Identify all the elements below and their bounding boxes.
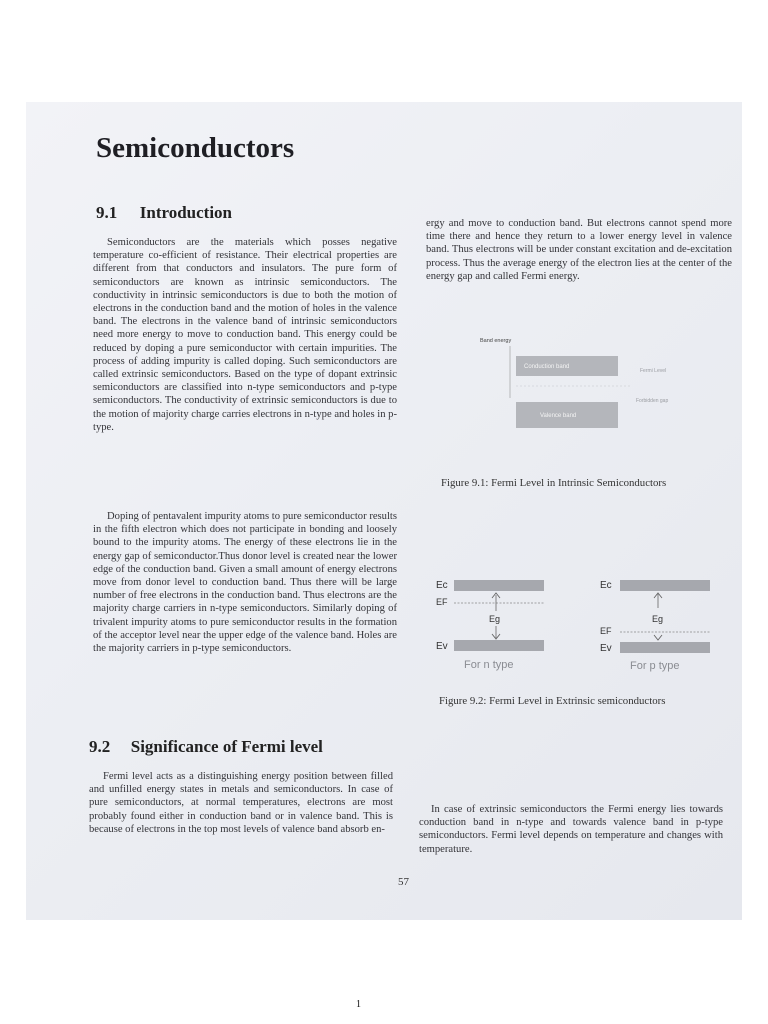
right-paragraph-top-text: ergy and move to conduction band. But electrons cannot spend more time there and hence they return to a lower energy level in valence band. Thus electrons will be under constant excitation and de-excitation process. Thus the average energy of the electron lies at the center of the energy gap and called Fermi energy. — [426, 218, 732, 282]
right-paragraph-top — [426, 217, 732, 283]
footer-page-index: 1 — [356, 999, 361, 1010]
fermi-paragraph-1-text: Fermi level acts as a distinguishing energy position between filled and unfilled energy states in metals and semiconductors. In case of pure semiconductors, at normal temperatures, electrons are most probably found either in conduction band or in valence band. This is because of electrons in the top most levels of valence band absorb en- — [89, 771, 393, 835]
section-title: Introduction — [139, 203, 233, 222]
figure-extrinsic-bands — [434, 570, 730, 680]
page-title: Semiconductors — [96, 132, 295, 164]
intrinsic-band-diagram — [470, 330, 710, 442]
fermi-level-label: Fermi Level — [640, 368, 667, 374]
n-conduction-band — [454, 580, 544, 591]
p-ec-label: Ec — [600, 580, 612, 591]
n-valence-band — [454, 640, 544, 651]
n-ev-label: Ev — [436, 641, 448, 652]
right-paragraph-bottom-text: In case of extrinsic semiconductors the Fermi energy lies towards conduction band in n-type and towards valence band in p-type semiconductors. Fermi level depends on temperature and changes with temperature. — [419, 804, 723, 855]
section-number: 9.2 — [89, 737, 111, 756]
section-title: Significance of Fermi level — [130, 737, 323, 756]
p-ev-label: Ev — [600, 643, 612, 654]
forbidden-gap-label: Forbidden gap — [636, 398, 669, 404]
band-energy-label: Band energy — [480, 338, 512, 344]
section-heading-intro — [96, 203, 232, 223]
p-eg-label: Eg — [652, 614, 664, 624]
conduction-band-label: Conduction band — [524, 364, 570, 370]
section-number: 9.1 — [96, 203, 118, 222]
intro-paragraph-1-text: Semiconductors are the materials which posses negative temperature co-efficient of resistance. Their electrical properties are different from that conductors and insulators. The pure form of semiconductors are known as intrinsic semiconductors. The conductivity in intrinsic semiconductors is due to both the motion of electrons in the conduction band and the motion of holes in the valence band. The electrons in the valence band of intrinsic semiconductors need more energy to move to conduction band. This energy could be reduced by doping a pure semiconductor with certain impurities. The process of adding impurity is called doping. Such semiconductors are called extrinsic semiconductors. Based on the type of dopant extrinsic semiconductors are classified into n-type semiconductors and p-type semiconductors. The conductivity of extrinsic semiconductors is due to the motion of majority charge carries electrons in n-type and holes in p-type. — [93, 237, 397, 433]
n-type-label: For n type — [464, 659, 514, 671]
intro-paragraph-1 — [93, 236, 397, 434]
intro-paragraph-2-text: Doping of pentavalent impurity atoms to pure semiconductor results in the fifth electron which does not participate in bonding and loosely bound to the impurity atoms. The energy of these electrons lie in the energy gap of semiconductor.Thus donor level is created near the lower edge of the conduction band. Given a small amount of energy electrons move from donor level to conduction band. Thus there will be large number of free electrons in the conduction band. Thus electrons are the majority charge carriers in n-type semiconductors. Similarly doping of trivalent impurity atoms to pure semiconductor results in the formation of the acceptor level near the upper edge of the valence band. Holes are the majority carriers in p-type semiconductors. — [93, 511, 397, 655]
extrinsic-band-diagram — [434, 570, 730, 680]
n-eg-label: Eg — [489, 614, 501, 624]
right-paragraph-bottom — [419, 803, 723, 856]
valence-band-label: Valence band — [540, 413, 577, 419]
figure-2-caption: Figure 9.2: Fermi Level in Extrinsic semiconductors — [439, 695, 666, 707]
fermi-paragraph-1 — [89, 770, 393, 836]
p-ef-label: EF — [600, 626, 612, 636]
intro-paragraph-2 — [93, 510, 397, 655]
page-number: 57 — [398, 876, 409, 888]
p-type-label: For p type — [630, 660, 680, 672]
n-ef-label: EF — [436, 597, 448, 607]
section-heading-fermi — [89, 737, 323, 757]
figure-intrinsic-bands — [470, 330, 710, 442]
figure-1-caption: Figure 9.1: Fermi Level in Intrinsic Semiconductors — [441, 477, 667, 489]
p-arrow-down-icon — [654, 635, 662, 640]
p-conduction-band — [620, 580, 710, 591]
p-valence-band — [620, 642, 710, 653]
n-ec-label: Ec — [436, 580, 448, 591]
